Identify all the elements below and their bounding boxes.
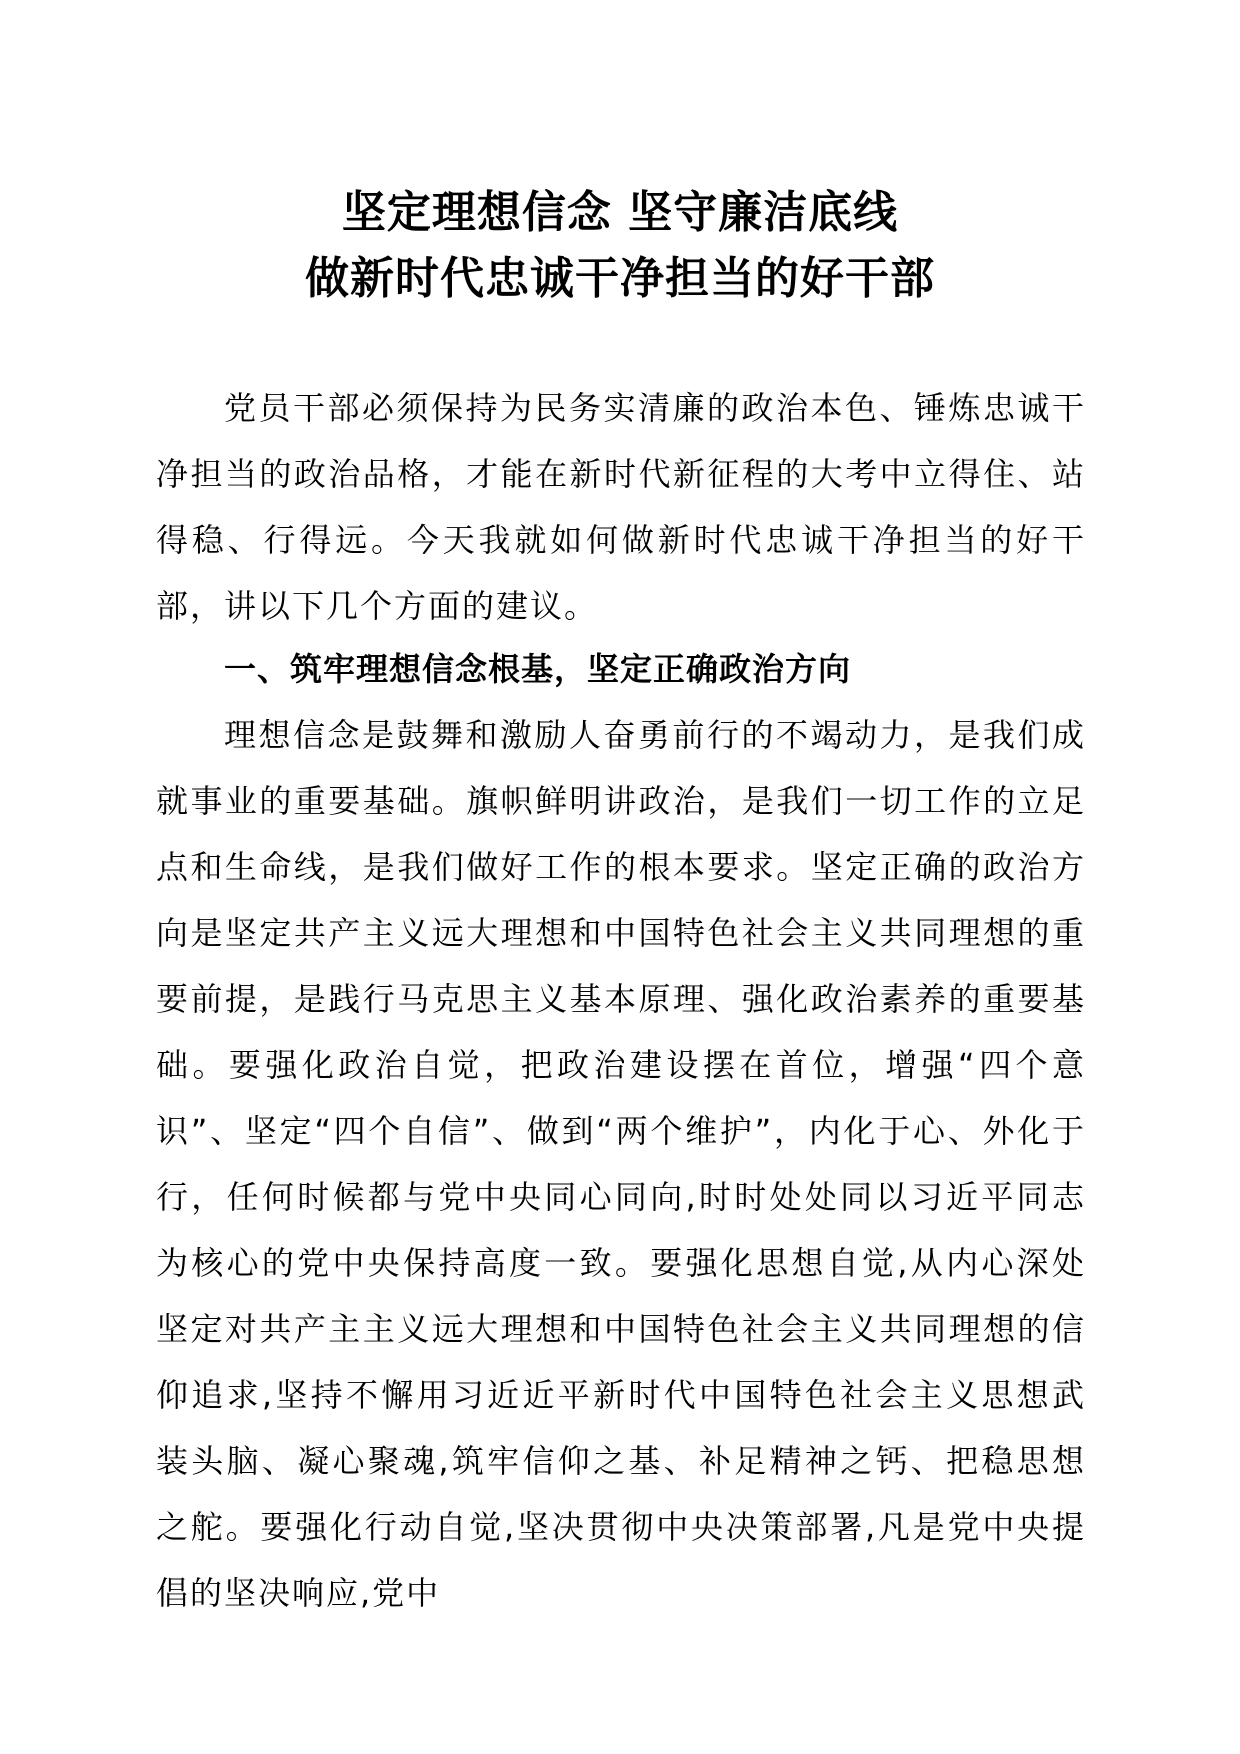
document-title-line-2: 做新时代忠诚干净担当的好干部 [305,253,935,304]
intro-paragraph: 党员干部必须保持为民务实清廉的政治本色、锤炼忠诚干净担当的政治品格，才能在新时代新征程的大考中立得住、站得稳、行得远。今天我就如何做新时代忠诚干净担当的好干部，讲以下几个方面的建议。 [156,389,1086,625]
section-1-heading: 一、筑牢理想信念根基，坚定正确政治方向 [224,650,852,688]
section-1-paragraph: 理想信念是鼓舞和激励人奋勇前行的不竭动力，是我们成就事业的重要基础。旗帜鲜明讲政治，是我们一切工作的立足点和生命线，是我们做好工作的根本要求。坚定正确的政治方向是坚定共产主义远大理想和中国特色社会主义共同理想的重要前提，是践行马克思主义基本原理、强化政治素养的重要基础。要强化政治自觉，把政治建设摆在首位，增强“四个意识”、坚定“四个自信”、做到“两个维护”，内化于心、外化于行，任何时候都与党中央同心同向,时时处处同以习近平同志为核心的党中央保持高度一致。要强化思想自觉,从内心深处坚定对共产主主义远大理想和中国特色社会主义共同理想的信仰追求,坚持不懈用习近近平新时代中国特色社会主义思想武装头脑、凝心聚魂,筑牢信仰之基、补足精神之钙、把稳思想之舵。要强化行动自觉,坚决贯彻中央决策部署,凡是党中央提倡的坚决响应,党中 [156,716,1086,1612]
document-title-line-1: 坚定理想信念 坚守廉洁底线 [341,187,899,238]
